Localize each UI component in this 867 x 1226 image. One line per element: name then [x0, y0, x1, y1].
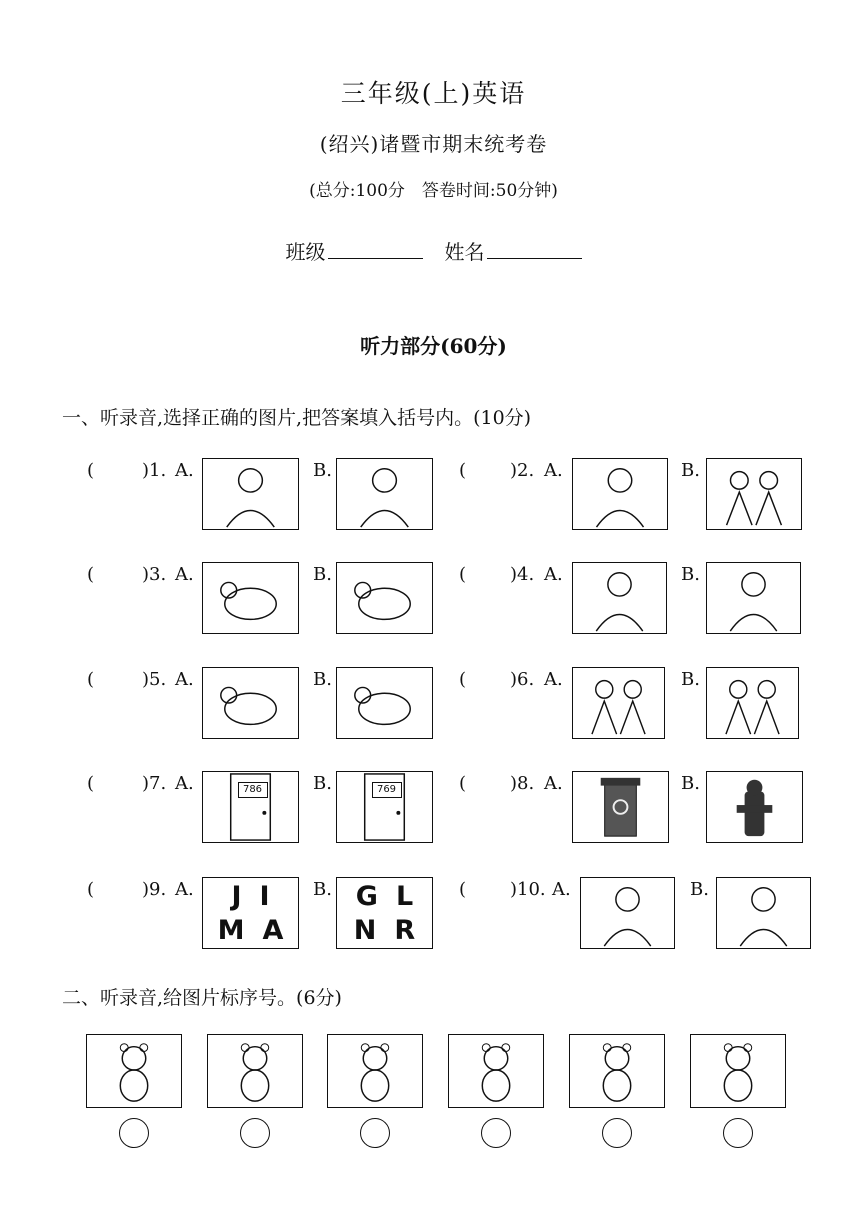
listening-title: 听力部分(60分)	[360, 334, 507, 358]
name-row	[0, 236, 867, 265]
q1-answer-bracket[interactable]: (	[87, 460, 95, 481]
option-b-label: B.	[313, 773, 332, 794]
two-boys-standing-icon	[707, 668, 798, 738]
letter-line	[203, 880, 298, 914]
q8-option-b-picture[interactable]	[706, 771, 803, 843]
q2-answer-bracket[interactable]: (	[459, 460, 467, 481]
two-boys-handshake-icon	[707, 459, 801, 529]
q4-answer-bracket[interactable]: (	[459, 564, 467, 585]
option-b-label: B.	[681, 564, 700, 585]
bear-flag-icon	[449, 1035, 543, 1107]
q7-option-b-picture[interactable]	[336, 771, 433, 843]
page-subtitle: (绍兴)诸暨市期末统考卷	[319, 132, 548, 156]
sad-boy-icon	[573, 563, 666, 633]
order-number-circle[interactable]	[602, 1118, 632, 1148]
door-number-label: 786	[238, 782, 268, 798]
q4-option-b-picture[interactable]	[706, 562, 801, 634]
section2-picture-6	[690, 1034, 786, 1108]
letter-line	[203, 914, 298, 948]
q3-answer-bracket[interactable]: (	[87, 564, 95, 585]
q2-number: )2.	[510, 460, 535, 481]
q3-number: )3.	[142, 564, 167, 585]
option-b-label: B.	[313, 669, 332, 690]
grandpa-icon	[581, 878, 674, 948]
q2-option-a-picture[interactable]	[572, 458, 668, 530]
order-number-circle[interactable]	[723, 1118, 753, 1148]
bear-crossing-icon	[570, 1035, 664, 1107]
letter-line	[337, 880, 432, 914]
boy-waving-icon	[573, 459, 667, 529]
q5-option-b-picture[interactable]	[336, 667, 433, 739]
option-b-label: B.	[681, 773, 700, 794]
option-b-label: B.	[681, 460, 700, 481]
option-a-label: A.	[544, 773, 563, 794]
letter: A	[262, 915, 284, 946]
name-blank[interactable]	[487, 240, 582, 259]
section2-picture-3	[327, 1034, 423, 1108]
door-number-label: 769	[372, 782, 402, 798]
option-b-label: B.	[313, 564, 332, 585]
q5-answer-bracket[interactable]: (	[87, 669, 95, 690]
bear-bees-icon	[87, 1035, 181, 1107]
boy-hello-icon	[707, 563, 800, 633]
q7-option-a-picture[interactable]	[202, 771, 299, 843]
name-field[interactable]: 姓名	[445, 236, 582, 265]
option-a-label: A.	[175, 879, 194, 900]
girl-ponytail-icon	[337, 459, 432, 529]
option-a-label: A.	[175, 669, 194, 690]
option-a-label: A.	[552, 879, 571, 900]
letter: I	[259, 881, 270, 912]
exam-meta: (总分:100分 答卷时间:50分钟)	[309, 181, 558, 201]
q10-answer-bracket[interactable]: (	[459, 879, 467, 900]
q5-number: )5.	[142, 669, 167, 690]
option-a-label: A.	[544, 669, 563, 690]
q6-number: )6.	[510, 669, 535, 690]
duck-icon	[337, 668, 432, 738]
q4-number: )4.	[510, 564, 535, 585]
q6-option-a-picture[interactable]	[572, 667, 665, 739]
order-number-circle[interactable]	[481, 1118, 511, 1148]
q8-number: )8.	[510, 773, 535, 794]
class-blank[interactable]	[328, 240, 423, 259]
rabbit-icon	[203, 563, 298, 633]
letter: G	[355, 881, 378, 912]
option-a-label: A.	[175, 564, 194, 585]
letter: R	[394, 915, 416, 946]
option-a-label: A.	[544, 564, 563, 585]
boys-at-desk-icon	[573, 668, 664, 738]
recycle-bin-icon	[573, 772, 668, 842]
letter: N	[353, 915, 377, 946]
elephant-icon	[337, 563, 432, 633]
q9-option-b-picture[interactable]	[336, 877, 433, 949]
letter: J	[231, 881, 242, 912]
order-number-circle[interactable]	[119, 1118, 149, 1148]
q5-option-a-picture[interactable]	[202, 667, 299, 739]
q1-option-b-picture[interactable]	[336, 458, 433, 530]
page-title: 三年级(上)英语	[340, 79, 527, 108]
letter: M	[217, 915, 245, 946]
q6-answer-bracket[interactable]: (	[459, 669, 467, 690]
letter: L	[395, 881, 414, 912]
option-b-label: B.	[681, 669, 700, 690]
q1-option-a-picture[interactable]	[202, 458, 299, 530]
option-a-label: A.	[544, 460, 563, 481]
option-b-label: B.	[313, 879, 332, 900]
section2-picture-1	[86, 1034, 182, 1108]
girl-icon	[203, 459, 298, 529]
order-number-circle[interactable]	[240, 1118, 270, 1148]
q7-number: )7.	[142, 773, 167, 794]
q6-option-b-picture[interactable]	[706, 667, 799, 739]
section2-instruction: 二、听录音,给图片标序号。(6分)	[62, 987, 342, 1009]
order-number-circle[interactable]	[360, 1118, 390, 1148]
q9-number: )9.	[142, 879, 167, 900]
option-a-label: A.	[175, 773, 194, 794]
option-b-label: B.	[313, 460, 332, 481]
bear-icon	[328, 1035, 422, 1107]
q7-answer-bracket[interactable]: (	[87, 773, 95, 794]
q9-answer-bracket[interactable]: (	[87, 879, 95, 900]
q10-option-a-picture[interactable]	[580, 877, 675, 949]
q3-option-b-picture[interactable]	[336, 562, 433, 634]
q4-option-a-picture[interactable]	[572, 562, 667, 634]
q10-number: )10.	[510, 879, 546, 900]
q8-option-a-picture[interactable]	[572, 771, 669, 843]
bird-icon	[203, 668, 298, 738]
fire-hydrant-icon	[707, 772, 802, 842]
bear-picnic-icon	[691, 1035, 785, 1107]
option-a-label: A.	[175, 460, 194, 481]
q2-option-b-picture[interactable]	[706, 458, 802, 530]
letter-line	[337, 914, 432, 948]
bear-swing-icon	[208, 1035, 302, 1107]
q3-option-a-picture[interactable]	[202, 562, 299, 634]
grandma-icon	[717, 878, 810, 948]
q10-option-b-picture[interactable]	[716, 877, 811, 949]
q8-answer-bracket[interactable]: (	[459, 773, 467, 794]
option-b-label: B.	[690, 879, 709, 900]
section2-picture-5	[569, 1034, 665, 1108]
section2-picture-4	[448, 1034, 544, 1108]
section2-picture-2	[207, 1034, 303, 1108]
q1-number: )1.	[142, 460, 167, 481]
section1-instruction: 一、听录音,选择正确的图片,把答案填入括号内。(10分)	[62, 407, 532, 429]
q9-option-a-picture[interactable]	[202, 877, 299, 949]
class-field[interactable]: 班级	[286, 236, 423, 265]
